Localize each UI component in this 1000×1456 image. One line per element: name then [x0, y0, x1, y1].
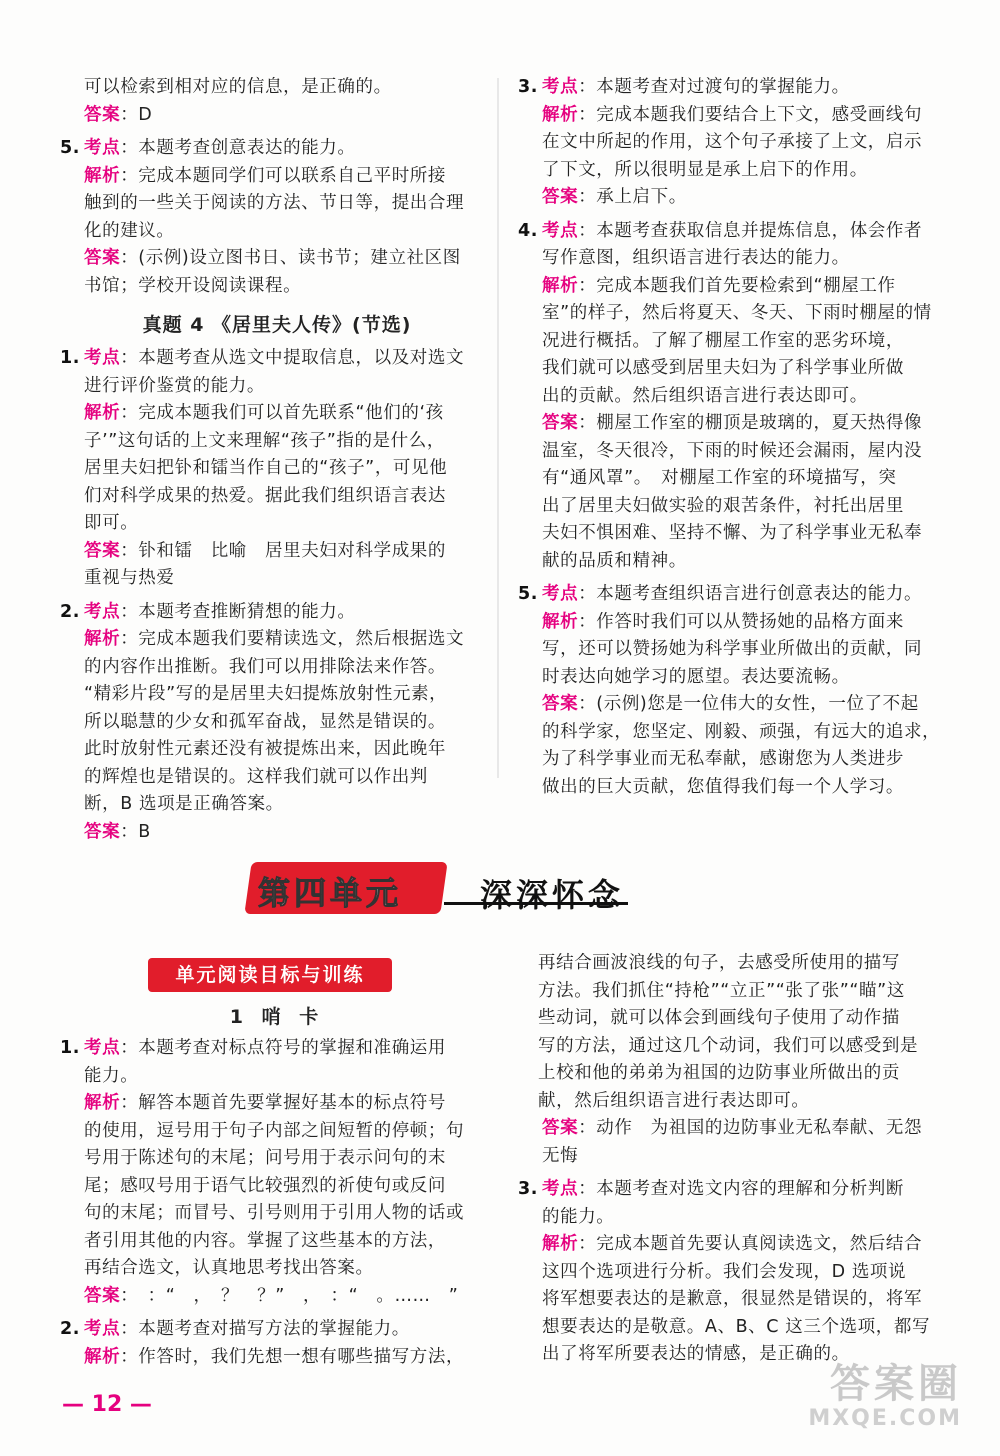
jiexi-line: 在文中所起的作用，这个句子承接了上文，启示 [542, 132, 923, 152]
answer-line: ：(示例)设立图书日、读书节；建立社区图 [120, 248, 461, 268]
question-number: 5. [518, 584, 539, 604]
kaodian-label: 考点 [84, 1038, 121, 1058]
jiexi-label: 解析 [84, 403, 121, 423]
question-4 [520, 218, 960, 576]
answer-text: ：D [120, 104, 153, 125]
jiexi-line: 的内容作出推断。我们可以用排除法来作答。 [84, 656, 446, 677]
jiexi-label: 解析 [84, 165, 121, 186]
jiexi-line: ：完成本题首先要认真阅读选文，然后结合 [578, 1234, 923, 1254]
kaodian-line: 进行评价鉴赏的能力。 [84, 375, 265, 396]
lesson-title: 1 哨 卡 [229, 1006, 325, 1028]
jiexi-line: 了下文，所以很明显是承上启下的作用。 [542, 159, 868, 180]
answer-label: 答案 [84, 540, 121, 561]
kaodian-text: ：本题考查对过渡句的掌握能力。 [578, 77, 850, 97]
continued-answer [520, 1115, 960, 1170]
question-1 [62, 1035, 492, 1310]
jiexi-label: 解析 [542, 1234, 579, 1254]
question-number: 1. [60, 348, 81, 368]
jiexi-line: 这四个选项进行分析。我们会发现，D 选项说 [542, 1261, 907, 1282]
answer-text: ：承上启下。 [578, 187, 687, 207]
answer-label: 答案 [84, 1285, 121, 1306]
section-title: 真题 4 《居里夫人传》(节选) [142, 314, 412, 336]
kaodian-line: 写作意图，组织语言进行表达的能力。 [542, 248, 850, 268]
continued-line: 写的方法，通过这几个动词，我们可以感受到是 [538, 1035, 919, 1056]
top-left-column [62, 74, 492, 852]
jiexi-line: 出了将军所要表达的情感，是正确的。 [542, 1344, 850, 1364]
jiexi-line: “精彩片段”写的是居里夫妇提炼放射性元素， [84, 684, 448, 704]
jiexi-line: 尾；感叹号用于语气比较强烈的祈使句或反问 [84, 1175, 446, 1196]
jiexi-label: 解析 [542, 104, 579, 125]
answer-label: 答案 [542, 1118, 579, 1138]
answer-line: 出了居里夫妇做实验的艰苦条件，衬托出居里 [542, 495, 904, 516]
kaodian-label: 考点 [542, 584, 579, 604]
kaodian-label: 考点 [542, 220, 579, 241]
jiexi-label: 解析 [542, 611, 579, 632]
continued-line: 献，然后组织语言进行表达即可。 [538, 1090, 810, 1111]
answer-line: 温室，冬天很冷，下雨的时候还会漏雨，屋内没 [542, 440, 923, 461]
jiexi-line: 时表达向她学习的愿望。表达要流畅。 [542, 666, 850, 687]
kaodian-text: ：本题考查组织语言进行创意表达的能力。 [578, 584, 923, 604]
question-number: 3. [518, 1179, 539, 1199]
jiexi-line: 室”的样子，然后将夏天、冬天、下雨时棚屋的情 [542, 303, 932, 323]
kaodian-label: 考点 [542, 1179, 579, 1199]
watermark-text: 答案圈 [830, 1361, 962, 1407]
jiexi-line: 将军想要表达的是歉意，很显然是错误的，将军 [542, 1289, 923, 1309]
bottom-left-column [62, 994, 492, 1377]
question-5 [520, 581, 960, 801]
jiexi-line: 况进行概括。了解了棚屋工作室的恶劣环境， [542, 330, 904, 351]
answer-line: ：钋和镭 比喻 居里夫妇对科学成果的 [120, 540, 447, 561]
question-3 [520, 1176, 960, 1369]
answer-line: ：动作 为祖国的边防事业无私奉献、无怨 [578, 1118, 923, 1138]
jiexi-line: 即可。 [84, 513, 139, 533]
jiexi-line: 化的建议。 [84, 220, 175, 241]
kaodian-label: 考点 [84, 348, 121, 368]
jiexi-line: 号用于陈述句的末尾；问号用于表示问句的末 [84, 1148, 446, 1168]
jiexi-line: 触到的一些关于阅读的方法、节日等，提出合理 [84, 193, 465, 213]
question-number: 2. [60, 1319, 81, 1339]
answer-label: 答案 [542, 694, 579, 714]
answer-line: ：(示例)您是一位伟大的女性，一位了不起 [578, 694, 919, 714]
jiexi-line: ：作答时我们可以从赞扬她的品格方面来 [578, 611, 905, 632]
unit-title: 深深怀念 [480, 876, 625, 914]
continued-line: 上校和他的弟弟为祖国的边防事业所做出的贡 [538, 1063, 900, 1083]
kaodian-label: 考点 [542, 77, 579, 97]
kaodian-line: ：本题考查获取信息并提炼信息，体会作者 [578, 220, 923, 241]
watermark-logo [792, 1362, 962, 1436]
question-number: 3. [518, 77, 539, 97]
jiexi-line: ：完成本题同学们可以联系自己平时所接 [120, 165, 447, 186]
kaodian-text: ：本题考查对描写方法的掌握能力。 [120, 1319, 410, 1339]
answer-line: 夫妇不惧困难、坚持不懈、为了科学事业无私奉 [542, 523, 923, 543]
continued-line: 方法。我们抓住“持枪”“立正”“张了张”“瞄”这 [538, 980, 905, 1001]
jiexi-line: 的使用，逗号用于句子内部之间短暂的停顿；句 [84, 1120, 465, 1141]
bottom-right-column [520, 950, 960, 1375]
question-3 [520, 74, 960, 212]
jiexi-line: 写，还可以赞扬她为科学事业所做出的贡献，同 [542, 639, 923, 659]
continued-line: 再结合画波浪线的句子，去感受所使用的描写 [538, 953, 900, 973]
answer-text: ： ：“ ， ？ ？” ， ：“ 。…… ” [120, 1285, 459, 1306]
kaodian-line: ：本题考查从选文中提取信息，以及对选文 [120, 348, 465, 368]
watermark-url: MXQE.COM [808, 1406, 962, 1431]
jiexi-line: 所以聪慧的少女和孤军奋战，显然是错误的。 [84, 711, 446, 732]
continued-line: 些动词，就可以体会到画线句子使用了动作描 [538, 1008, 900, 1028]
jiexi-label: 解析 [84, 1346, 121, 1367]
jiexi-label: 解析 [84, 629, 121, 649]
answer-line: ：棚屋工作室的棚顶是玻璃的，夏天热得像 [578, 413, 923, 433]
jiexi-line: ：完成本题我们可以首先联系“他们的‘孩 [120, 403, 444, 423]
answer-label: 答案 [84, 104, 121, 125]
jiexi-line: 再结合选文，认真地思考找出答案。 [84, 1258, 374, 1278]
jiexi-line: 的辉煌也是错误的。这样我们就可以作出判 [84, 766, 428, 787]
answer-line: 为了科学事业而无私奉献，感谢您为人类进步 [542, 749, 904, 769]
question-number: 5. [60, 138, 81, 158]
page-number: — 12 — [62, 1392, 152, 1417]
kaodian-line: ：本题考查对选文内容的理解和分析判断 [578, 1179, 905, 1199]
question-number: 2. [60, 601, 81, 622]
kaodian-line: ：本题考查对标点符号的掌握和准确运用 [120, 1038, 447, 1058]
goal-tag: 单元阅读目标与训练 [148, 958, 392, 992]
question-number: 1. [60, 1038, 81, 1058]
jiexi-line: 我们就可以感受到居里夫妇为了科学事业所做 [542, 358, 904, 378]
jiexi-line: 居里夫妇把钋和镭当作自己的“孩子”，可见他 [84, 458, 448, 478]
answer-label: 答案 [542, 187, 579, 207]
jiexi-line: 句的末尾；而冒号、引号则用于引用人物的话或 [84, 1203, 465, 1223]
question-2 [62, 1316, 492, 1371]
column-divider [497, 78, 499, 778]
question-5 [62, 135, 492, 300]
answer-label: 答案 [84, 248, 121, 268]
question-2 [62, 599, 492, 847]
answer-label: 答案 [84, 821, 121, 842]
unit-banner [248, 862, 628, 914]
jiexi-line: 此时放射性元素还没有被提炼出来，因此晚年 [84, 739, 446, 759]
jiexi-line: 者引用其他的内容。掌握了这些基本的方法， [84, 1230, 446, 1251]
jiexi-line: 出的贡献。然后组织语言进行表达即可。 [542, 385, 868, 406]
top-right-column [520, 74, 960, 807]
kaodian-text: ：本题考查创意表达的能力。 [120, 138, 356, 158]
answer-line: 有“通风罩”。 对棚屋工作室的环境描写，突 [542, 468, 897, 488]
jiexi-label: 解析 [84, 1093, 121, 1113]
jiexi-line: ：解答本题首先要掌握好基本的标点符号 [120, 1093, 447, 1113]
jiexi-line: 们对科学成果的热爱。据此我们组织语言表达 [84, 485, 446, 506]
answer-line: 重视与热爱 [84, 568, 175, 588]
question-number: 4. [518, 220, 539, 241]
kaodian-line: 的能力。 [542, 1206, 615, 1227]
kaodian-line: 能力。 [84, 1065, 139, 1086]
jiexi-line: ：完成本题我们要结合上下文，感受画线句 [578, 104, 923, 125]
jiexi-label: 解析 [542, 275, 579, 296]
kaodian-label: 考点 [84, 1319, 121, 1339]
answer-line: 无悔 [542, 1145, 579, 1166]
question-1 [62, 345, 492, 593]
kaodian-text: ：本题考查推断猜想的能力。 [120, 601, 356, 622]
lead-answer [62, 102, 492, 130]
answer-line: 做出的巨大贡献，您值得我们每一个人学习。 [542, 776, 904, 797]
lead-line: 可以检索到相对应的信息，是正确的。 [84, 77, 392, 97]
jiexi-line: ：完成本题我们首先要检索到“棚屋工作 [578, 275, 896, 296]
jiexi-line: ：完成本题我们要精读选文，然后根据选文 [120, 629, 465, 649]
kaodian-label: 考点 [84, 601, 121, 622]
answer-text: ：B [120, 821, 151, 842]
jiexi-line: 断，B 选项是正确答案。 [84, 794, 284, 814]
answer-line: 书馆；学校开设阅读课程。 [84, 275, 302, 296]
jiexi-line: 想要表达的是敬意。A、B、C 这三个选项，都写 [542, 1316, 931, 1337]
unit-badge: 第四单元 [258, 874, 403, 912]
kaodian-label: 考点 [84, 138, 121, 158]
jiexi-line: 子’”这句话的上文来理解“孩子”指的是什么， [84, 430, 445, 451]
answer-label: 答案 [542, 413, 579, 433]
answer-line: 的科学家，您坚定、刚毅、顽强，有远大的追求， [542, 721, 941, 742]
jiexi-text: ：作答时，我们先想一想有哪些描写方法， [120, 1346, 465, 1367]
answer-line: 献的品质和精神。 [542, 550, 687, 571]
